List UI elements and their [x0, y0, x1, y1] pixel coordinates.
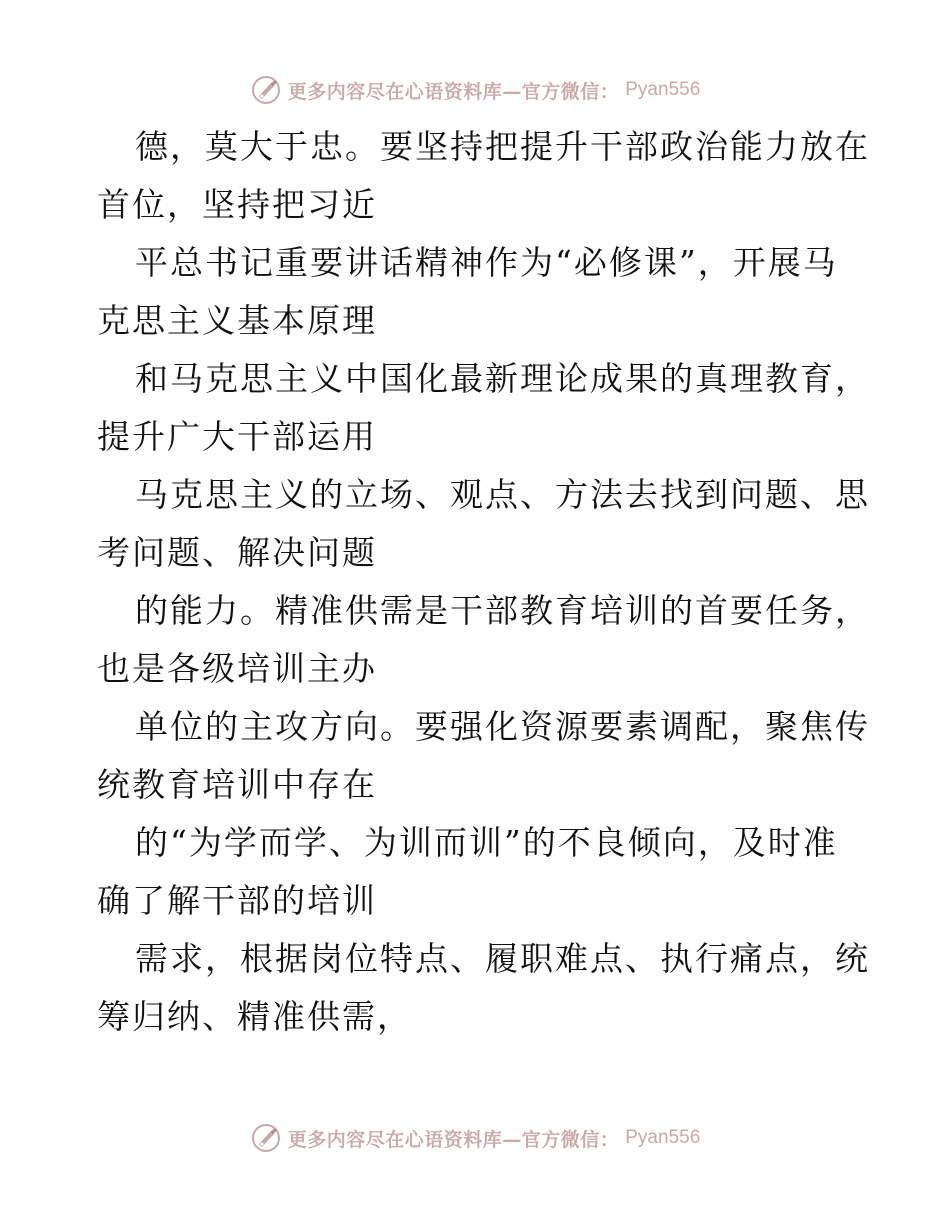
header-watermark-banner	[0, 70, 950, 110]
document-body	[97, 118, 870, 1046]
text-line: 平总书记重要讲话精神作为“必修课”，开展马	[135, 243, 838, 282]
watermark-wechat-id: Pyan556	[625, 1127, 701, 1148]
text-line: 的“为学而学、为训而训”的不良倾向，及时准	[135, 823, 838, 862]
text-line: 筹归纳、精准供需，	[97, 997, 412, 1036]
text-line: 首位，坚持把习近	[97, 185, 377, 224]
text-line: 德，莫大于忠。要坚持把提升干部政治能力放在	[135, 127, 870, 166]
watermark-text: 更多内容尽在心语资料库—官方微信：	[287, 1128, 620, 1151]
text-line: 统教育培训中存在	[97, 765, 377, 804]
text-line: 单位的主攻方向。要强化资源要素调配，聚焦传	[135, 707, 870, 746]
watermark-wechat-id: Pyan556	[625, 79, 701, 100]
text-line: 马克思主义的立场、观点、方法去找到问题、思	[135, 475, 870, 514]
footer-watermark-banner	[0, 1118, 950, 1158]
text-line: 的能力。精准供需是干部教育培训的首要任务，	[135, 591, 870, 630]
text-line: 和马克思主义中国化最新理论成果的真理教育，	[135, 359, 870, 398]
watermark-text: 更多内容尽在心语资料库—官方微信：	[287, 80, 620, 103]
text-line: 考问题、解决问题	[97, 533, 377, 572]
text-line: 克思主义基本原理	[97, 301, 377, 340]
pen-nib-logo-icon	[250, 74, 282, 106]
text-line: 提升广大干部运用	[97, 417, 377, 456]
text-line: 需求，根据岗位特点、履职难点、执行痛点，统	[135, 939, 870, 978]
pen-nib-logo-icon	[250, 1122, 282, 1154]
text-line: 确了解干部的培训	[97, 881, 377, 920]
text-line: 也是各级培训主办	[97, 649, 377, 688]
